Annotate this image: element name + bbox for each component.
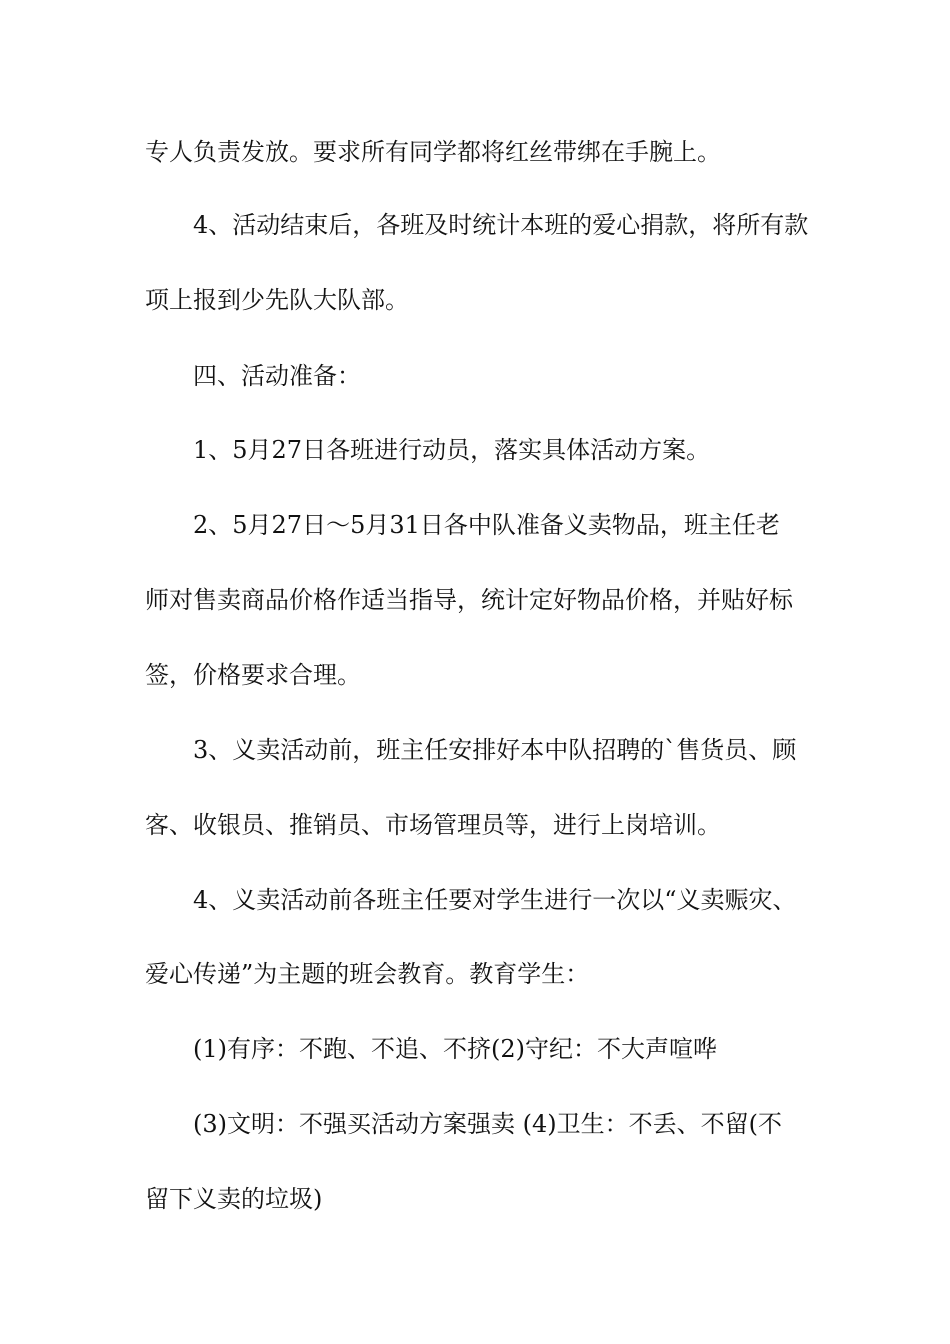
text-line: 4、义卖活动前各班主任要对学生进行一次以“义卖赈灾、 bbox=[193, 886, 797, 914]
text-line: 3、义卖活动前，班主任安排好本中队招聘的`售货员、顾 bbox=[193, 736, 797, 764]
text-line: 1、5月27日各班进行动员，落实具体活动方案。 bbox=[193, 436, 711, 464]
text-line: (3)文明：不强买活动方案强卖 (4)卫生：不丢、不留(不 bbox=[193, 1110, 782, 1138]
text-line: 项上报到少先队大队部。 bbox=[145, 286, 409, 314]
text-line: 4、活动结束后，各班及时统计本班的爱心捐款，将所有款 bbox=[193, 211, 809, 239]
text-line: 师对售卖商品价格作适当指导，统计定好物品价格，并贴好标 bbox=[145, 586, 793, 614]
text-line: (1)有序：不跑、不追、不挤(2)守纪：不大声喧哗 bbox=[193, 1035, 717, 1063]
text-line: 签，价格要求合理。 bbox=[145, 661, 361, 689]
section-heading: 四、活动准备： bbox=[193, 362, 361, 390]
text-line: 留下义卖的垃圾) bbox=[145, 1185, 323, 1213]
text-line: 专人负责发放。要求所有同学都将红丝带绑在手腕上。 bbox=[145, 138, 721, 166]
text-line: 客、收银员、推销员、市场管理员等，进行上岗培训。 bbox=[145, 811, 721, 839]
text-line: 2、5月27日～5月31日各中队准备义卖物品，班主任老 bbox=[193, 511, 780, 539]
text-line: 爱心传递”为主题的班会教育。教育学生： bbox=[145, 960, 590, 988]
